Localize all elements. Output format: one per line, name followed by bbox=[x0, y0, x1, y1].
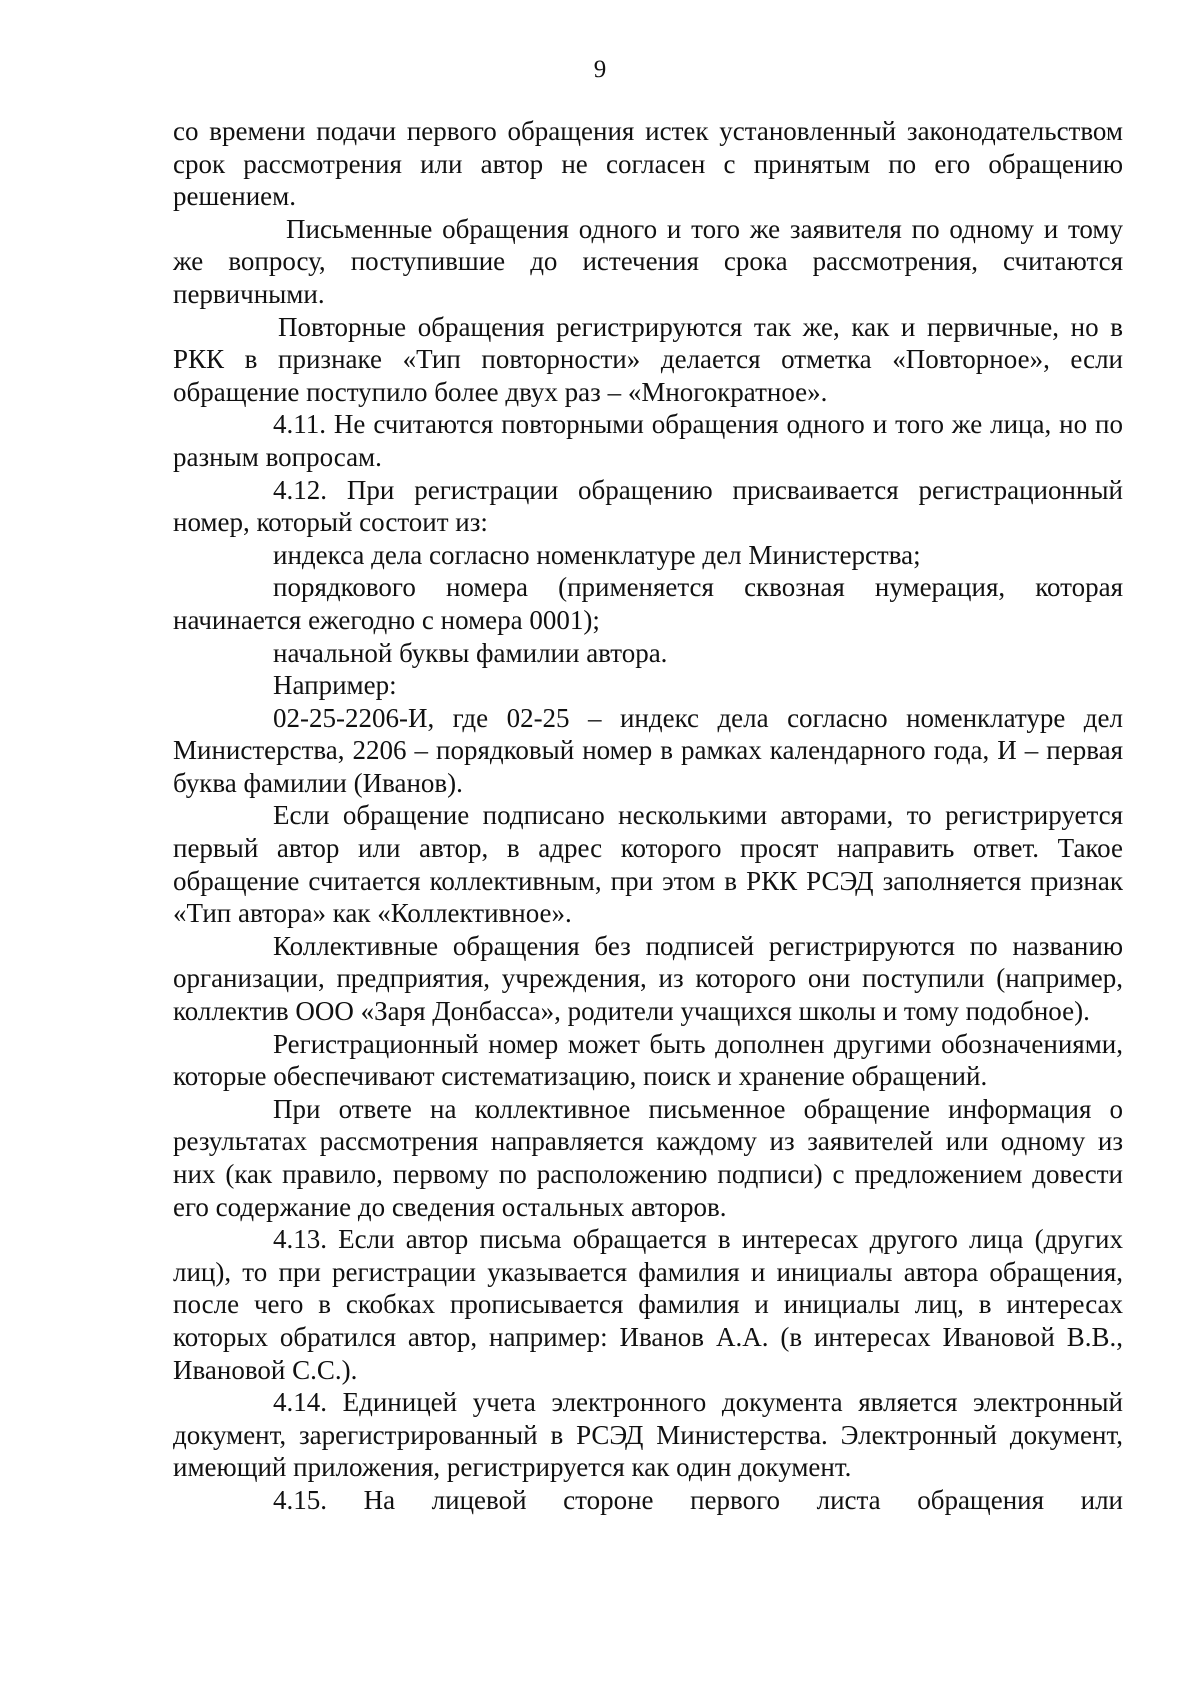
paragraph-example-value: 02-25-2206-И, где 02-25 – индекс дела согласно номенклатуре дел Министерства, 2206 – порядковый номер в рамках календарного года, И – первая буква фамилии (Иванов). bbox=[173, 702, 1123, 798]
paragraph-repeated-appeals: Повторные обращения регистрируются так же, как и первичные, но в РКК в признаке «Тип повторности» делается отметка «Повторное», если обращение поступило более двух раз – «Многократное». bbox=[173, 311, 1123, 407]
paragraph-serial-number-item: порядкового номера (применяется сквозная нумерация, которая начинается ежегодно с номера 0001); bbox=[173, 572, 1123, 635]
paragraph-4-14: 4.14. Единицей учета электронного документа является электронный документ, зарегистрированный в РСЭД Министерства. Электронный документ, имеющий приложения, регистрируется как один документ. bbox=[173, 1387, 1123, 1483]
paragraph-multiple-authors: Если обращение подписано несколькими авторами, то регистрируется первый автор или автор, в адрес которого просят направить ответ. Такое обращение считается коллективным, при этом в РКК РСЭД заполняется признак «Тип автора» как «Коллективное». bbox=[173, 800, 1123, 929]
paragraph-4-12: 4.12. При регистрации обращению присваивается регистрационный номер, который состоит из: bbox=[173, 474, 1123, 538]
paragraph-collective-reply: При ответе на коллективное письменное обращение информация о результатах рассмотрения направляется каждому из заявителей или одному из них (как правило, первому по расположению подписи) с предложением довести его содержание до сведения остальных авторов. bbox=[173, 1093, 1123, 1222]
paragraph-index-item: индекса дела согласно номенклатуре дел Министерства; bbox=[273, 539, 921, 570]
document-body bbox=[173, 115, 1123, 1517]
paragraph-4-15: 4.15. На лицевой стороне первого листа обращения или bbox=[273, 1484, 1123, 1515]
paragraph-primary-appeals: Письменные обращения одного и того же заявителя по одному и тому же вопросу, поступившие до истечения срока рассмотрения, считаются первичными. bbox=[173, 213, 1123, 309]
paragraph-4-13: 4.13. Если автор письма обращается в интересах другого лица (других лиц), то при регистрации указывается фамилия и инициалы автора обращения, после чего в скобках прописывается фамилия и инициалы лиц, в интересах которых обратился автор, например: Иванов А.А. (в интересах Ивановой В.В., Ивановой С.С.). bbox=[173, 1224, 1123, 1385]
paragraph-continuation: со времени подачи первого обращения истек установленный законодательством срок рассмотрения или автор не согласен с принятым по его обращению решением. bbox=[173, 116, 1123, 212]
paragraph-registration-number-extra: Регистрационный номер может быть дополнен другими обозначениями, которые обеспечивают систематизацию, поиск и хранение обращений. bbox=[173, 1028, 1123, 1092]
page-number: 9 bbox=[593, 56, 607, 83]
paragraph-collective-no-signature: Коллективные обращения без подписей регистрируются по названию организации, предприятия, учреждения, из которого они поступили (например, коллектив ООО «Заря Донбасса», родители учащихся школы и тому подобное). bbox=[173, 930, 1123, 1027]
paragraph-initial-letter-item: начальной буквы фамилии автора. bbox=[273, 637, 668, 668]
paragraph-example-label: Например: bbox=[273, 670, 397, 701]
paragraph-4-11: 4.11. Не считаются повторными обращения одного и того же лица, но по разным вопросам. bbox=[173, 409, 1123, 472]
